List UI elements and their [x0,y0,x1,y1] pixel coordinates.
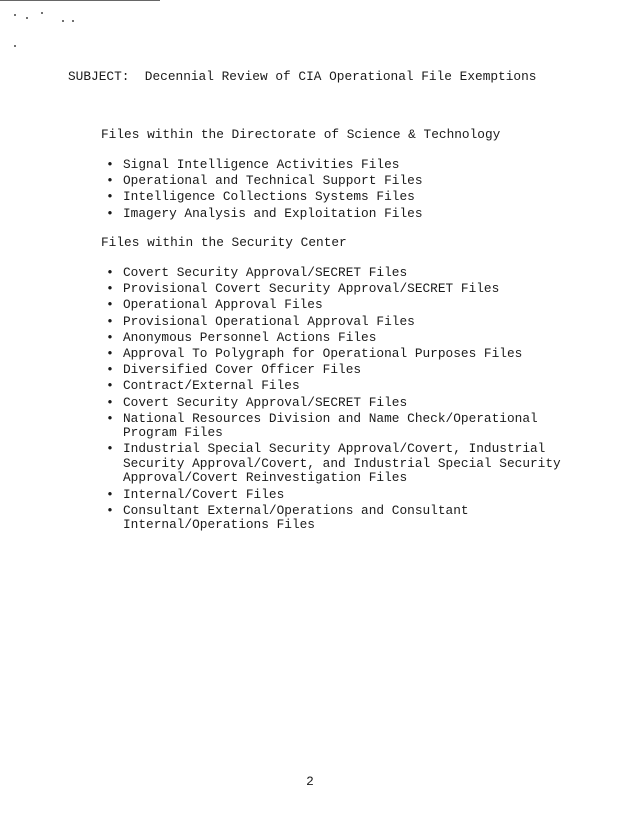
list-item-text: Contract/External Files [123,378,300,394]
list-item-text: Anonymous Personnel Actions Files [123,329,377,345]
list-item-text: Imagery Analysis and Exploitation Files [123,205,423,221]
scan-speck [14,45,16,47]
list-item [101,379,561,394]
bullet-icon: • [106,410,114,426]
list-item [101,207,423,222]
scan-speck [14,14,16,16]
list-item-text: Signal Intelligence Activities Files [123,157,400,172]
list-item [101,190,423,205]
bullet-icon: • [106,441,114,457]
subject-label: SUBJECT: [68,69,130,84]
scan-speck [26,17,28,19]
section-heading-science-technology: Files within the Directorate of Science & Technology [101,127,501,142]
list-item-text: Covert Security Approval/SECRET Files [123,265,408,280]
list-item-text: Approval To Polygraph for Operational Purposes Files [123,345,523,361]
bullet-icon: • [106,502,114,518]
bullet-icon: • [106,281,114,297]
bullet-icon: • [106,378,114,394]
bullet-icon: • [106,394,114,410]
list-item [101,412,561,441]
list-item [101,266,561,281]
scan-top-rule [0,0,160,1]
bullet-icon: • [106,265,114,280]
list-item [101,442,561,486]
list-item-text: Diversified Cover Officer Files [123,362,362,378]
list-item [101,174,423,189]
scan-speck [41,12,43,14]
bullet-icon: • [106,345,114,361]
list-item-text: Provisional Covert Security Approval/SECRET Files [123,281,500,297]
bullet-icon: • [106,297,114,313]
subject-text: Decennial Review of CIA Operational File Exemptions [144,69,537,84]
list-item-text: Industrial Special Security Approval/Covert, Industrial Security Approval/Covert, and Industrial Special Security Approval/Covert Reinvestigation Files [123,441,561,486]
list-item-text: Internal/Covert Files [123,486,285,502]
bullet-icon: • [106,205,114,221]
bullet-icon: • [106,329,114,345]
science-technology-file-list [101,158,423,221]
list-item [101,298,561,313]
security-center-file-list [101,266,561,533]
list-item-text: Operational Approval Files [123,297,323,313]
bullet-icon: • [106,189,114,205]
list-item [101,363,561,378]
section-heading-security-center: Files within the Security Center [101,235,347,250]
scan-speck [72,20,74,22]
list-item-text: Intelligence Collections Systems Files [123,189,415,205]
list-item-text: Covert Security Approval/SECRET Files [123,394,408,410]
list-item-text: Operational and Technical Support Files [123,173,423,189]
list-item-text: National Resources Division and Name Check/Operational Program Files [123,410,538,441]
list-item [101,315,561,330]
bullet-icon: • [106,173,114,189]
list-item-text: Consultant External/Operations and Consultant Internal/Operations Files [123,502,469,533]
list-item [101,504,561,533]
list-item [101,331,561,346]
list-item-text: Provisional Operational Approval Files [123,313,415,329]
list-item [101,396,561,411]
bullet-icon: • [106,313,114,329]
bullet-icon: • [106,362,114,378]
list-item [101,282,561,297]
scan-speck [62,20,64,22]
list-item [101,158,423,173]
list-item [101,347,561,362]
bullet-icon: • [106,486,114,502]
page-number: 2 [306,774,314,789]
list-item [101,488,561,503]
bullet-icon: • [106,157,114,172]
subject-line [68,69,536,85]
